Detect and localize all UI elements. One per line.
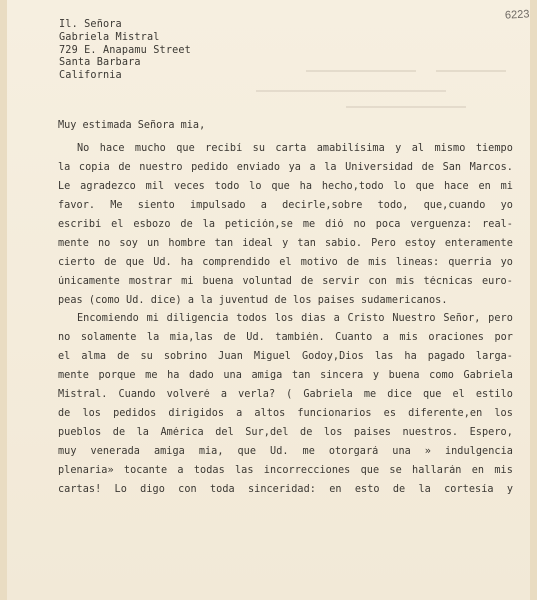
body-line <box>58 219 513 238</box>
word: larga- <box>475 351 513 363</box>
word: Señor, <box>443 313 481 325</box>
word: Cuanto <box>335 332 373 344</box>
word: dias <box>301 313 326 325</box>
word: dice <box>387 389 412 401</box>
word: oraciones <box>428 332 484 344</box>
word: que <box>360 464 380 476</box>
word: cortesía <box>444 483 494 495</box>
body-line <box>58 238 513 257</box>
salutation: Muy estimada Señora mia, <box>58 120 206 131</box>
word: en <box>329 483 342 495</box>
word: el <box>58 351 71 363</box>
word: la <box>58 161 71 173</box>
word: hallarán <box>412 464 462 476</box>
word: nuestro <box>139 161 183 173</box>
body-line <box>58 351 513 370</box>
word: no <box>97 237 111 249</box>
word: amiga <box>153 446 185 457</box>
word: real- <box>482 218 513 230</box>
word: de <box>58 408 71 420</box>
word: técnicas <box>423 275 473 287</box>
body-line <box>58 484 513 503</box>
word: motivo <box>300 256 338 268</box>
word: de <box>118 161 131 173</box>
word: Le <box>58 180 71 192</box>
word: buena <box>388 370 420 382</box>
word: ha <box>404 351 417 363</box>
word: esto <box>354 483 380 495</box>
word: de <box>117 351 130 363</box>
word: en <box>471 464 485 476</box>
address-line: California <box>59 70 122 82</box>
word: me <box>302 446 315 457</box>
word: y <box>282 237 289 249</box>
address-line: Santa Barbara <box>59 57 141 69</box>
word: la <box>418 483 431 495</box>
word: pero <box>488 313 513 325</box>
word: escribí <box>58 218 102 230</box>
word: en <box>478 180 491 192</box>
word: favor. <box>58 199 96 211</box>
word: Mistral. <box>58 389 108 401</box>
word: me <box>145 370 158 382</box>
word: de <box>223 332 236 344</box>
word: todo, <box>377 199 409 211</box>
word: mia,las <box>169 332 214 344</box>
word: yo <box>500 256 513 268</box>
word: y <box>395 143 402 154</box>
word: a <box>220 389 228 401</box>
word: soy <box>119 237 138 249</box>
word: estoy <box>404 237 436 249</box>
body-line <box>58 389 513 408</box>
word: sobrino <box>163 351 208 363</box>
word: recibí <box>205 143 243 154</box>
word: América <box>160 427 204 439</box>
body-line <box>58 276 513 295</box>
word: No <box>77 143 90 154</box>
word: San <box>442 161 462 173</box>
word: todos <box>236 313 268 325</box>
body-line <box>58 143 513 162</box>
word: de <box>180 218 193 230</box>
word: tocante <box>123 464 168 476</box>
word: Sur,del <box>245 427 289 439</box>
word: Encomiendo <box>77 313 139 325</box>
word: otorgará <box>328 446 379 457</box>
word: esbozo <box>133 218 171 230</box>
word: cierto <box>58 256 96 268</box>
word: a <box>177 464 184 476</box>
word: ya <box>288 161 301 173</box>
word: nuestros. <box>402 427 459 439</box>
body-line <box>58 408 513 427</box>
word: los <box>323 427 343 439</box>
word: comprendido <box>202 256 271 268</box>
word: que,cuando <box>423 199 486 211</box>
word: y <box>506 483 513 495</box>
word: amabilísima <box>316 143 385 154</box>
word: los <box>274 313 294 325</box>
word: a <box>260 199 267 211</box>
word: no <box>58 332 71 344</box>
word: tan <box>291 370 311 382</box>
word: paises <box>353 427 391 439</box>
body-line <box>58 332 513 351</box>
word: tan <box>297 237 316 249</box>
word: diferente,en <box>408 408 483 420</box>
word: Gabriela <box>463 370 513 382</box>
word: solamente <box>80 332 137 344</box>
word: ha <box>180 256 194 268</box>
word: ha <box>167 370 180 382</box>
word: es <box>383 408 397 420</box>
word: mismo <box>434 143 466 154</box>
word: mi <box>500 180 513 192</box>
word: hace <box>99 143 125 154</box>
word: sabio. <box>325 237 363 249</box>
word: Godoy,Dios <box>302 351 364 363</box>
body-line <box>58 181 513 200</box>
word: pedidos <box>113 408 157 420</box>
word: la <box>202 218 216 230</box>
word: únicamente <box>58 275 120 287</box>
word: por <box>494 332 513 344</box>
word: con <box>368 275 387 287</box>
word: lo <box>249 180 262 192</box>
word: que <box>415 180 435 192</box>
body-line <box>58 465 513 484</box>
word: también. <box>275 332 325 344</box>
word: las <box>374 351 394 363</box>
word: verguenza: <box>410 218 473 230</box>
word: una <box>392 446 411 457</box>
word: me <box>363 389 377 401</box>
word: plenaria» <box>58 464 114 476</box>
word: Cuando <box>118 389 156 401</box>
word: Ud. <box>246 332 265 344</box>
word: mente <box>58 370 89 382</box>
word: petición,se <box>224 218 293 230</box>
word: buena <box>202 275 234 287</box>
word: funcionarios <box>297 408 372 420</box>
handwritten-archive-number: 6223 <box>504 8 530 22</box>
word: copia <box>78 161 110 173</box>
body-line <box>58 313 513 332</box>
word: hombre <box>168 237 206 249</box>
word: los <box>82 408 101 420</box>
word: un <box>147 237 160 249</box>
word: muy <box>58 446 77 457</box>
address-line: Il. Señora <box>59 19 122 30</box>
word: ha <box>299 180 313 192</box>
word: y <box>372 370 380 382</box>
body-line <box>58 162 513 181</box>
word: el <box>279 256 292 268</box>
word: sincera <box>320 370 364 382</box>
word: pagado <box>427 351 465 363</box>
word: Lo <box>114 483 127 495</box>
word: su <box>252 143 266 154</box>
word: ( <box>286 389 293 401</box>
word: yo <box>500 199 513 211</box>
word: Marcos. <box>469 161 513 173</box>
body-line <box>58 446 513 465</box>
word: no <box>353 218 366 230</box>
word: verla? <box>238 389 276 401</box>
word: euro- <box>481 275 513 287</box>
word: mis <box>399 332 418 344</box>
word: la <box>324 161 337 173</box>
word: pedido <box>191 161 229 173</box>
word: los <box>494 408 513 420</box>
word: toda <box>209 483 235 495</box>
word: pueblos <box>58 427 102 439</box>
word: con <box>178 483 197 495</box>
word: Pero <box>371 237 396 249</box>
word: alma <box>81 351 107 363</box>
word: hace <box>443 180 469 192</box>
word: » <box>424 446 431 457</box>
word: mostrar <box>128 275 173 287</box>
word: Universidad <box>345 161 414 173</box>
word: las <box>235 464 254 476</box>
word: tiempo <box>475 143 513 154</box>
word: de <box>300 275 314 287</box>
address-line: 729 E. Anapamu Street <box>59 44 191 56</box>
word: una <box>223 370 242 382</box>
word: enteramente <box>444 237 513 249</box>
word: del <box>215 427 234 439</box>
word: Me <box>110 199 123 211</box>
word: mucho <box>134 143 166 154</box>
word: la <box>136 427 149 439</box>
word: todas <box>193 464 225 476</box>
body-line: peas (como Ud. dice) a la juventud de los paises sudamericanos. <box>58 294 448 306</box>
word: incorrecciones <box>263 464 351 476</box>
word: dirigidos <box>168 408 225 420</box>
word: de <box>300 427 313 439</box>
word: mi <box>181 275 194 287</box>
word: mi <box>146 313 159 325</box>
word: que <box>271 180 290 192</box>
word: mil <box>145 180 165 192</box>
word: que <box>237 446 257 457</box>
word: mia, <box>198 446 224 457</box>
word: que <box>125 256 145 268</box>
word: de <box>421 161 435 173</box>
word: a <box>236 408 243 420</box>
word: como <box>429 370 454 382</box>
word: Miguel <box>253 351 291 363</box>
word: altos <box>254 408 286 420</box>
word: veces <box>173 180 205 192</box>
word: Nuestro <box>392 313 436 325</box>
word: Gabriela <box>303 389 353 401</box>
bleed-through-marks <box>56 88 513 94</box>
body-line <box>58 427 513 446</box>
word: lineas: <box>395 256 440 268</box>
word: enviado <box>236 161 281 173</box>
recipient-address <box>59 19 191 83</box>
word: carta <box>275 143 307 154</box>
paper-edge-left <box>0 0 7 600</box>
bleed-through-marks <box>56 104 513 110</box>
word: a <box>382 332 389 344</box>
word: mis <box>368 256 387 268</box>
word: al <box>411 143 425 154</box>
word: me <box>302 218 316 230</box>
word: dió <box>325 218 344 230</box>
word: tan <box>214 237 234 249</box>
word: cartas! <box>58 483 102 495</box>
address-line: Gabriela Mistral <box>59 31 160 43</box>
word: mis <box>494 464 513 476</box>
body-line <box>58 370 513 389</box>
word: que <box>176 143 195 154</box>
word: volveré <box>166 389 210 401</box>
word: Juan <box>218 351 243 363</box>
word: querria <box>448 256 492 268</box>
word: porque <box>98 370 136 382</box>
word: amiga <box>251 370 283 382</box>
word: de <box>392 483 406 495</box>
word: digo <box>140 483 165 495</box>
word: la <box>146 332 160 344</box>
word: sinceridad: <box>247 483 316 495</box>
word: a <box>309 161 316 173</box>
body-line <box>58 200 513 219</box>
body-line <box>58 257 513 276</box>
word: a <box>333 313 340 325</box>
word: diligencia <box>166 313 229 325</box>
word: de <box>346 256 360 268</box>
word: agradezco <box>80 180 136 192</box>
word: de <box>104 256 117 268</box>
word: venerada <box>90 446 140 457</box>
word: indulgencia <box>444 446 513 457</box>
word: voluntad <box>242 275 292 287</box>
word: el <box>111 218 124 230</box>
word: ideal <box>242 237 274 249</box>
word: servir <box>322 275 360 287</box>
word: que <box>422 389 442 401</box>
word: impulsado <box>189 199 246 211</box>
word: dado <box>189 370 214 382</box>
word: el <box>452 389 465 401</box>
letter-body <box>58 143 513 503</box>
word: decirle,sobre <box>282 199 363 211</box>
word: mis <box>395 275 415 287</box>
word: su <box>140 351 153 363</box>
paper-edge-right <box>530 0 537 600</box>
word: mente <box>58 237 89 249</box>
word: Cristo <box>347 313 385 325</box>
word: Espero, <box>469 427 513 439</box>
word: Ud. <box>270 446 289 457</box>
word: hecho,todo <box>321 180 384 192</box>
word: de <box>112 427 126 439</box>
word: todo <box>214 180 240 192</box>
word: estilo <box>475 389 513 401</box>
word: poca <box>375 218 401 230</box>
word: siento <box>137 199 175 211</box>
word: se <box>389 464 402 476</box>
word: Ud. <box>153 256 172 268</box>
word: lo <box>393 180 406 192</box>
